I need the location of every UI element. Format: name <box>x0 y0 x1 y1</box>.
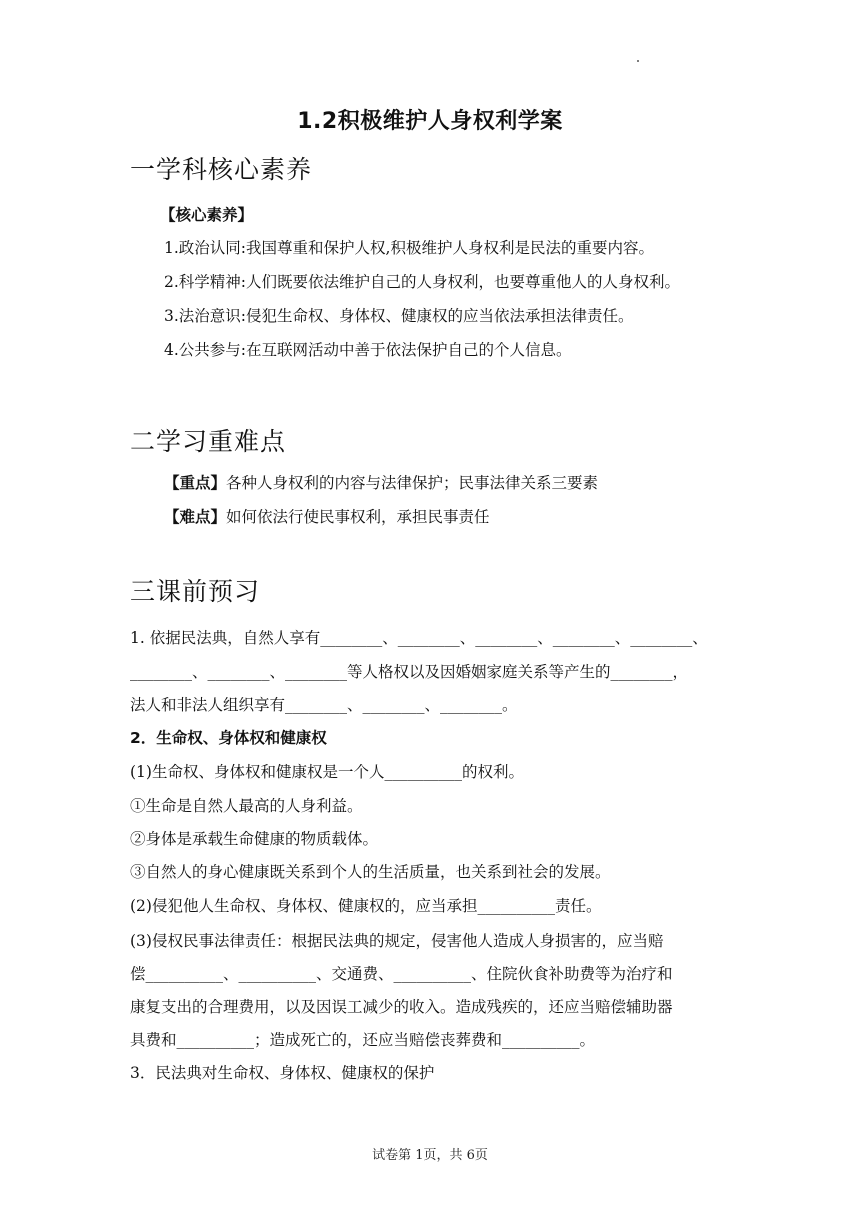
difficult-point-line <box>164 505 490 527</box>
question-2-3-line-2: 偿__________、__________、交通费、__________、住院伙食补助费等为治疗和 <box>130 965 673 983</box>
key-point-label: 【重点】 <box>164 474 227 492</box>
core-item-1: 1.政治认同:我国尊重和保护人权,积极维护人身权利是民法的重要内容。 <box>164 239 654 257</box>
difficult-point-label: 【难点】 <box>164 508 227 526</box>
core-item-3: 3.法治意识:侵犯生命权、身体权、健康权的应当依法承担法律责任。 <box>164 307 634 325</box>
question-3-heading: 3．民法典对生命权、身体权、健康权的保护 <box>130 1064 435 1082</box>
question-2-3-line-1: (3)侵权民事法律责任：根据民法典的规定，侵害他人造成人身损害的，应当赔 <box>130 932 664 950</box>
core-item-4: 4.公共参与:在互联网活动中善于依法保护自己的个人信息。 <box>164 341 572 359</box>
preview-line-2: ________、________、________等人格权以及因婚姻家庭关系等产生的________， <box>130 663 689 681</box>
question-2-3-line-4: 具费和__________；造成死亡的，还应当赔偿丧葬费和__________。 <box>130 1031 596 1049</box>
question-2-3-line-3: 康复支出的合理费用，以及因误工减少的收入。造成残疾的，还应当赔偿辅助器 <box>130 998 673 1016</box>
circled-item-1: ①生命是自然人最高的人身利益。 <box>130 797 363 815</box>
circled-item-3: ③自然人的身心健康既关系到个人的生活质量，也关系到社会的发展。 <box>130 863 611 881</box>
core-item-2: 2.科学精神:人们既要依法维护自己的人身权利，也要尊重他人的人身权利。 <box>164 273 681 291</box>
preview-line-3: 法人和非法人组织享有________、________、________。 <box>130 696 518 714</box>
question-2-heading: 2．生命权、身体权和健康权 <box>130 729 327 747</box>
question-2-1: (1)生命权、身体权和健康权是一个人__________的权利。 <box>130 763 524 781</box>
section-heading-key-points: 二学习重难点 <box>130 427 287 456</box>
question-2-2: (2)侵犯他人生命权、身体权、健康权的，应当承担__________责任。 <box>130 897 602 915</box>
circled-item-2: ②身体是承载生命健康的物质载体。 <box>130 830 379 848</box>
section-heading-core-literacy: 一学科核心素养 <box>130 155 313 184</box>
decorative-dot <box>637 60 639 62</box>
page-footer: 试卷第 1页，共 6页 <box>372 1148 488 1163</box>
preview-line-1: 1. 依据民法典，自然人享有________、________、________、________、________、 <box>130 629 708 647</box>
document-title: 1.2积极维护人身权利学案 <box>297 109 563 134</box>
section-heading-preview: 三课前预习 <box>130 577 261 606</box>
core-literacy-label: 【核心素养】 <box>160 206 254 224</box>
key-point-line <box>164 471 598 493</box>
key-point-text: 各种人身权利的内容与法律保护；民事法律关系三要素 <box>226 474 599 492</box>
difficult-point-text: 如何依法行使民事权利，承担民事责任 <box>226 508 490 526</box>
